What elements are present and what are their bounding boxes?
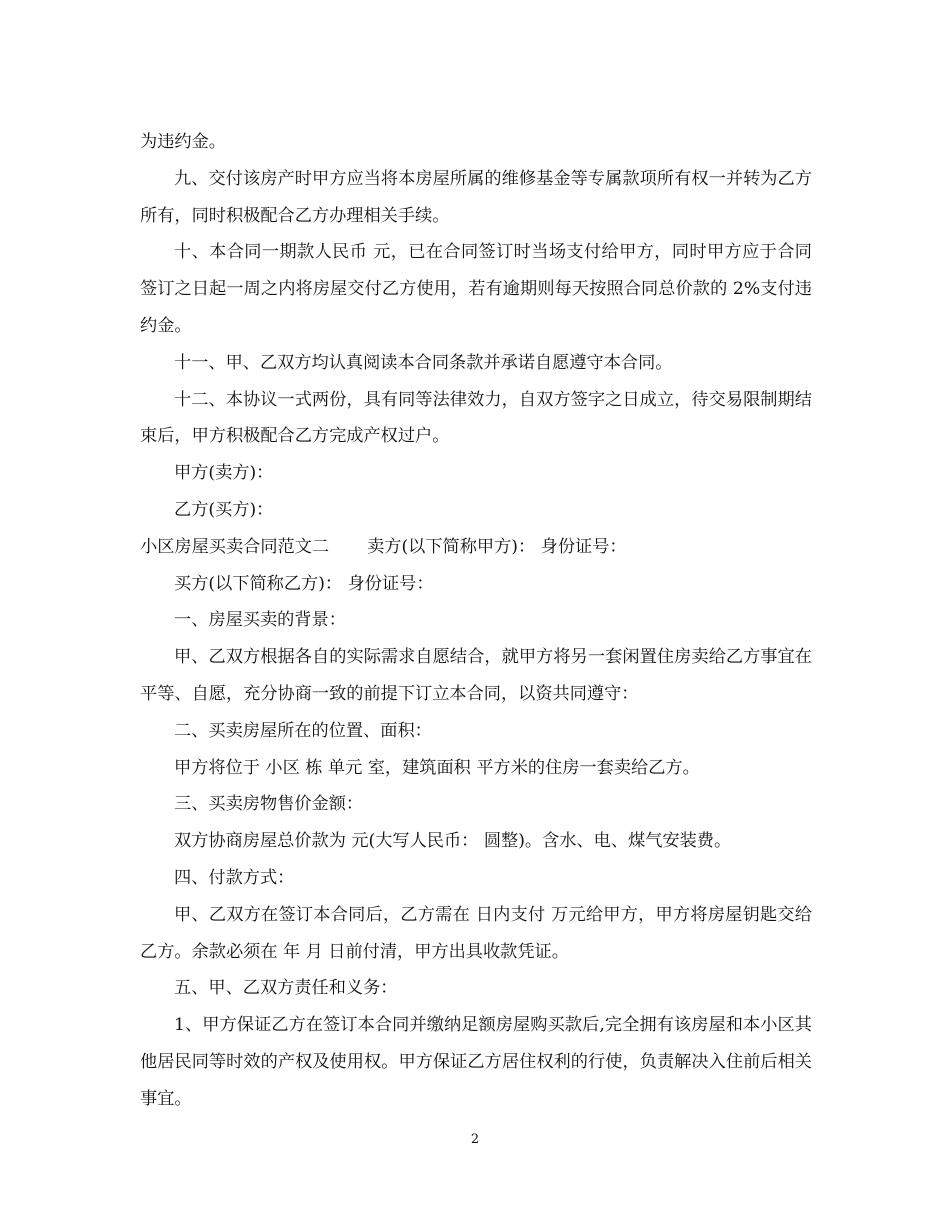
- page-number: 2: [470, 1132, 480, 1147]
- paragraph-clause-11: 十一、甲、乙双方均认真阅读本合同条款并承诺自愿遵守本合同。: [174, 352, 673, 373]
- contract-heading-line: [140, 529, 812, 566]
- section-4-heading: 四、付款方式：: [174, 867, 295, 888]
- contract-title: 小区房屋买卖合同范文二: [140, 536, 330, 557]
- seller-label: 卖方(以下简称甲方)：: [367, 536, 536, 557]
- section-1-heading: 一、房屋买卖的背景：: [174, 610, 346, 631]
- section-2-body: 甲方将位于 小区 栋 单元 室，建筑面积 平方米的住房一套卖给乙方。: [174, 757, 700, 778]
- buyer-label: 买方(以下简称乙方)： 身份证号：: [174, 573, 434, 594]
- paragraph-clause-9: 九、交付该房产时甲方应当将本房屋所属的维修基金等专属款项所有权一并转为乙方所有，同时积极配合乙方办理相关手续。: [140, 168, 812, 226]
- paragraph-clause-10: 十、本合同一期款人民币 元，已在合同签订时当场支付给甲方，同时甲方应于合同签订之日起一周之内将房屋交付乙方使用，若有逾期则每天按照合同总价款的 2%支付违约金。: [140, 242, 812, 336]
- paragraph-continuation: 为违约金。: [140, 132, 226, 152]
- section-2-heading: 二、买卖房屋所在的位置、面积：: [174, 720, 432, 741]
- document-body: [140, 124, 812, 1118]
- section-3-heading: 三、买卖房物售价金额：: [174, 794, 364, 815]
- section-3-body: 双方协商房屋总价款为 元(大写人民币： 圆整)。含水、电、煤气安装费。: [174, 831, 732, 852]
- paragraph-clause-12: 十二、本协议一式两份，具有同等法律效力，自双方签字之日成立，待交易限制期结束后，甲方积极配合乙方完成产权过户。: [140, 389, 812, 447]
- section-5-heading: 五、甲、乙双方责任和义务：: [174, 978, 398, 999]
- seller-id-label: 身份证号：: [540, 536, 627, 557]
- signature-party-a: 甲方(卖方)：: [174, 463, 274, 484]
- section-4-body: 甲、乙双方在签订本合同后，乙方需在 日内支付 万元给甲方，甲方将房屋钥匙交给乙方。余款必须在 年 月 日前付清，甲方出具收款凭证。: [140, 904, 812, 962]
- section-1-body: 甲、乙双方根据各自的实际需求自愿结合，就甲方将另一套闲置住房卖给乙方事宜在平等、自愿，充分协商一致的前提下订立本合同，以资共同遵守：: [140, 647, 812, 704]
- signature-party-b: 乙方(买方)：: [174, 499, 274, 520]
- section-5-item-1: 1、甲方保证乙方在签订本合同并缴纳足额房屋购买款后,完全拥有该房屋和本小区其他居民同等时效的产权及使用权。甲方保证乙方居住权利的行使，负责解决入住前后相关事宜。: [140, 1015, 812, 1109]
